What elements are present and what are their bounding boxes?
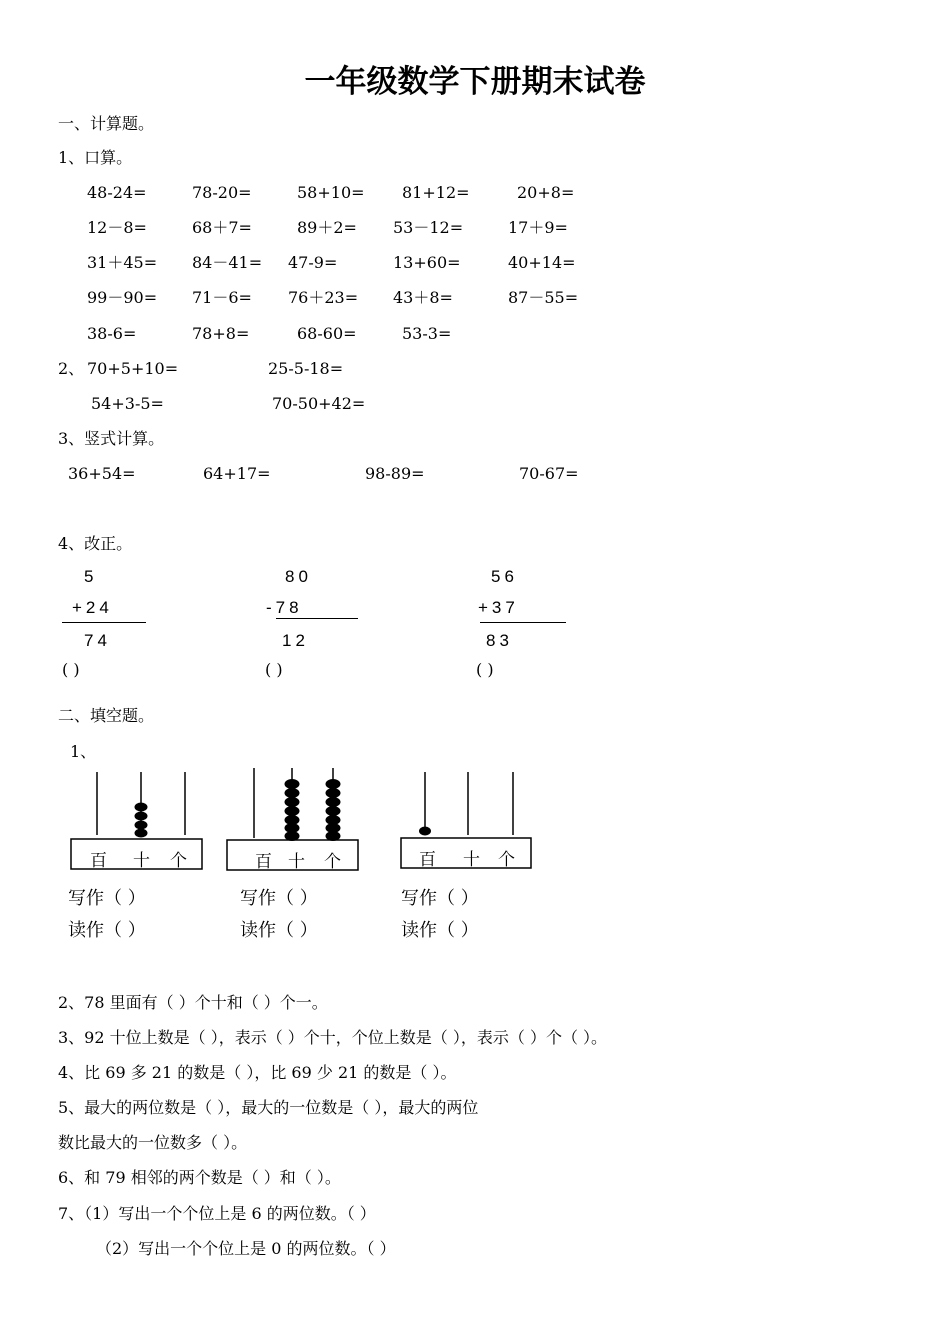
oral-item: 43＋8= — [393, 288, 453, 307]
oral-item: 13+60= — [393, 253, 461, 272]
oral-item: 78-20= — [192, 183, 252, 202]
ones-label: 个 — [498, 850, 515, 870]
calc-rule — [480, 622, 566, 623]
bead — [285, 797, 300, 807]
vertical-calc-item: 64+17= — [203, 464, 271, 483]
oral-item: 12－8= — [87, 218, 147, 237]
q2-label: 2、 — [58, 359, 85, 378]
mixed-calc-item: 70+5+10= — [87, 359, 179, 378]
oral-item: 20+8= — [517, 183, 575, 202]
oral-item: 99－90= — [87, 288, 158, 307]
ones-label: 个 — [170, 851, 187, 871]
oral-item: 78+8= — [192, 324, 250, 343]
bead — [326, 779, 341, 789]
q3-label: 3、竖式计算。 — [58, 429, 165, 448]
tens-label: 十 — [133, 851, 150, 871]
result: 74 — [84, 631, 111, 650]
read-as-field: 读作（ ） — [240, 920, 318, 941]
oral-item: 47-9= — [288, 253, 338, 272]
oral-item: 58+10= — [297, 183, 365, 202]
oral-item: 53－12= — [393, 218, 464, 237]
oral-item: 68-60= — [297, 324, 357, 343]
mixed-calc-item: 25-5-18= — [268, 359, 344, 378]
page-title: 一年级数学下册期末试卷 — [304, 64, 646, 100]
operator-line: +24 — [72, 598, 113, 617]
vertical-calc-item: 36+54= — [68, 464, 136, 483]
oral-item: 89＋2= — [297, 218, 357, 237]
section-heading-calc: 一、计算题。 — [58, 114, 155, 133]
mixed-calc-item: 54+3-5= — [91, 394, 164, 413]
fill-q5-cont: 数比最大的一位数多（ ）。 — [58, 1133, 248, 1152]
write-as-field: 写作（ ） — [68, 888, 146, 909]
fill-q4: 4、比 69 多 21 的数是（ ），比 69 少 21 的数是（ ）。 — [58, 1063, 457, 1082]
bead — [135, 829, 148, 838]
mixed-calc-item: 70-50+42= — [272, 394, 366, 413]
bead — [135, 803, 148, 812]
bead — [326, 806, 341, 816]
addend-top: 80 — [285, 567, 312, 586]
oral-item: 68＋7= — [192, 218, 252, 237]
hundreds-label: 百 — [90, 851, 107, 871]
q4-label: 4、改正。 — [58, 534, 133, 553]
bead — [326, 788, 341, 798]
hundreds-label: 百 — [419, 850, 436, 870]
vertical-calc-item: 98-89= — [365, 464, 425, 483]
oral-item: 38-6= — [87, 324, 137, 343]
read-as-field: 读作（ ） — [68, 920, 146, 941]
bead — [135, 812, 148, 821]
vertical-calc-item: 70-67= — [519, 464, 579, 483]
bead — [419, 827, 431, 836]
result: 12 — [282, 631, 309, 650]
fill-q6: 6、和 79 相邻的两个数是（ ）和（ ）。 — [58, 1168, 341, 1187]
oral-item: 71－6= — [192, 288, 252, 307]
abacus-q-label: 1、 — [70, 742, 97, 761]
fill-q2: 2、78 里面有（ ）个十和（ ）个一。 — [58, 993, 328, 1012]
q1-label: 1、口算。 — [58, 148, 133, 167]
operator-line: -78 — [266, 598, 303, 617]
addend-top: 56 — [491, 567, 518, 586]
ones-label: 个 — [324, 852, 341, 872]
calc-rule — [62, 622, 146, 623]
write-as-field: 写作（ ） — [240, 888, 318, 909]
bead — [285, 779, 300, 789]
oral-item: 84－41= — [192, 253, 263, 272]
answer-paren: ( ) — [265, 660, 283, 679]
oral-item: 53-3= — [402, 324, 452, 343]
oral-item: 17＋9= — [508, 218, 568, 237]
section-heading-fill: 二、填空题。 — [58, 706, 155, 725]
hundreds-label: 百 — [255, 852, 272, 872]
answer-paren: ( ) — [476, 660, 494, 679]
bead — [285, 806, 300, 816]
oral-item: 48-24= — [87, 183, 147, 202]
operator-line: +37 — [478, 598, 519, 617]
fill-q7-2: （2）写出一个个位上是 0 的两位数。（ ） — [96, 1239, 396, 1258]
oral-item: 76＋23= — [288, 288, 359, 307]
addend-top: 5 — [84, 567, 98, 586]
oral-item: 87－55= — [508, 288, 579, 307]
result: 83 — [486, 631, 513, 650]
read-as-field: 读作（ ） — [401, 920, 479, 941]
oral-item: 40+14= — [508, 253, 576, 272]
bead — [326, 797, 341, 807]
oral-item: 81+12= — [402, 183, 470, 202]
fill-q5: 5、最大的两位数是（ ），最大的一位数是（ ），最大的两位 — [58, 1098, 479, 1117]
bead — [285, 788, 300, 798]
write-as-field: 写作（ ） — [401, 888, 479, 909]
calc-rule — [276, 618, 358, 619]
tens-label: 十 — [463, 850, 480, 870]
fill-q3: 3、92 十位上数是（ ），表示（ ）个十，个位上数是（ ），表示（ ）个（ ）。 — [58, 1028, 608, 1047]
oral-item: 31＋45= — [87, 253, 158, 272]
answer-paren: ( ) — [62, 660, 80, 679]
fill-q7-1: 7、（1）写出一个个位上是 6 的两位数。（ ） — [58, 1204, 376, 1223]
bead — [135, 821, 148, 830]
tens-label: 十 — [288, 852, 305, 872]
